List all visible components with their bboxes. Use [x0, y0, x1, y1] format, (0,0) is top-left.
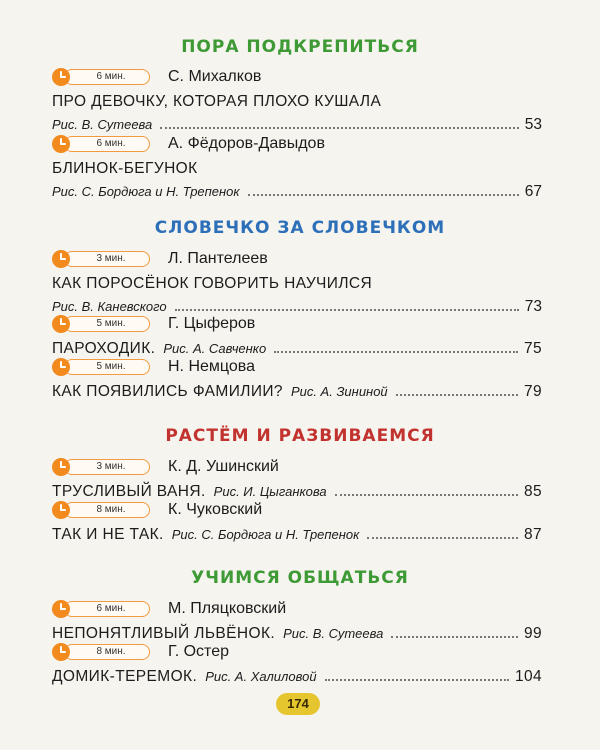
story-title: ДОМИК-ТЕРЕМОК. [52, 668, 198, 685]
illustrator-credit: Рис. В. Сутеева [52, 117, 153, 132]
author-name: К. Чуковский [168, 501, 263, 518]
reading-time-label: 8 мин. [64, 644, 150, 660]
author-name: А. Фёдоров-Давыдов [168, 135, 325, 152]
illustrator-credit: Рис. А. Халиловой [205, 669, 317, 684]
author-name: К. Д. Ушинский [168, 458, 279, 475]
clock-icon [52, 600, 70, 618]
toc-entry[interactable] [52, 357, 542, 402]
reading-time-label: 6 мин. [64, 136, 150, 152]
toc-entry[interactable] [52, 457, 542, 502]
reading-time [52, 250, 150, 268]
reading-time-label: 5 мин. [64, 359, 150, 375]
page-number: 75 [523, 340, 542, 357]
author-name: Г. Остер [168, 643, 229, 660]
reading-time [52, 315, 150, 333]
author-name: М. Пляцковский [168, 600, 287, 617]
reading-time [52, 501, 150, 519]
illustrator-credit: Рис. В. Каневского [52, 299, 167, 314]
story-title: ТРУСЛИВЫЙ ВАНЯ. [52, 483, 206, 500]
clock-icon [52, 501, 70, 519]
story-title: БЛИНОК-БЕГУНОК [52, 160, 198, 177]
toc-entry[interactable] [52, 500, 542, 545]
toc-entry[interactable] [52, 314, 542, 359]
section-title: ПОРА ПОДКРЕПИТЬСЯ [181, 37, 419, 57]
dot-leader [391, 636, 518, 638]
reading-time-label: 6 мин. [64, 601, 150, 617]
dot-leader [335, 494, 518, 496]
clock-icon [52, 68, 70, 86]
clock-icon [52, 358, 70, 376]
author-name: Л. Пантелеев [168, 250, 268, 267]
author-name: Н. Немцова [168, 358, 255, 375]
clock-icon [52, 250, 70, 268]
section-title: УЧИМСЯ ОБЩАТЬСЯ [191, 568, 409, 588]
reading-time-label: 3 мин. [64, 251, 150, 267]
story-title: КАК ПОЯВИЛИСЬ ФАМИЛИИ? [52, 383, 283, 400]
page-number: 104 [514, 668, 542, 685]
reading-time [52, 600, 150, 618]
dot-leader [248, 194, 519, 196]
dot-leader [367, 537, 518, 539]
clock-icon [52, 458, 70, 476]
reading-time [52, 643, 150, 661]
toc-entry[interactable] [52, 134, 542, 202]
reading-time [52, 135, 150, 153]
reading-time-label: 5 мин. [64, 316, 150, 332]
author-name: С. Михалков [168, 68, 262, 85]
page-number: 53 [524, 116, 542, 133]
illustrator-credit: Рис. С. Бордюга и Н. Трепенок [52, 184, 240, 199]
illustrator-credit: Рис. А. Савченко [163, 341, 267, 356]
reading-time-label: 3 мин. [64, 459, 150, 475]
dot-leader [160, 127, 518, 129]
illustrator-credit: Рис. С. Бордюга и Н. Трепенок [171, 527, 360, 542]
story-title: ПАРОХОДИК. [52, 340, 156, 357]
dot-leader [274, 351, 518, 353]
section-title: СЛОВЕЧКО ЗА СЛОВЕЧКОМ [154, 218, 446, 238]
page-number: 99 [523, 625, 542, 642]
illustrator-credit: Рис. А. Зининой [290, 384, 388, 399]
page-number-badge: 174 [276, 693, 320, 715]
section-title: РАСТЁМ И РАЗВИВАЕМСЯ [165, 426, 435, 446]
dot-leader [325, 679, 509, 681]
toc-entry[interactable] [52, 249, 542, 317]
page-number: 67 [524, 183, 542, 200]
page-number: 79 [523, 383, 542, 400]
illustrator-credit: Рис. И. Цыганкова [213, 484, 327, 499]
author-name: Г. Цыферов [168, 315, 256, 332]
clock-icon [52, 315, 70, 333]
page-number: 73 [524, 298, 542, 315]
reading-time [52, 458, 150, 476]
reading-time [52, 68, 150, 86]
reading-time [52, 358, 150, 376]
dot-leader [175, 309, 519, 311]
reading-time-label: 8 мин. [64, 502, 150, 518]
story-title: КАК ПОРОСЁНОК ГОВОРИТЬ НАУЧИЛСЯ [52, 275, 373, 292]
reading-time-label: 6 мин. [64, 69, 150, 85]
story-title: ТАК И НЕ ТАК. [52, 526, 164, 543]
toc-entry[interactable] [52, 67, 542, 135]
clock-icon [52, 643, 70, 661]
toc-entry[interactable] [52, 599, 542, 644]
dot-leader [396, 394, 518, 396]
story-title: ПРО ДЕВОЧКУ, КОТОРАЯ ПЛОХО КУШАЛА [52, 93, 382, 110]
story-title: НЕПОНЯТЛИВЫЙ ЛЬВЁНОК. [52, 625, 276, 642]
clock-icon [52, 135, 70, 153]
page-number: 85 [523, 483, 542, 500]
toc-entry[interactable] [52, 642, 542, 687]
illustrator-credit: Рис. В. Сутеева [283, 626, 384, 641]
page-number: 87 [523, 526, 542, 543]
